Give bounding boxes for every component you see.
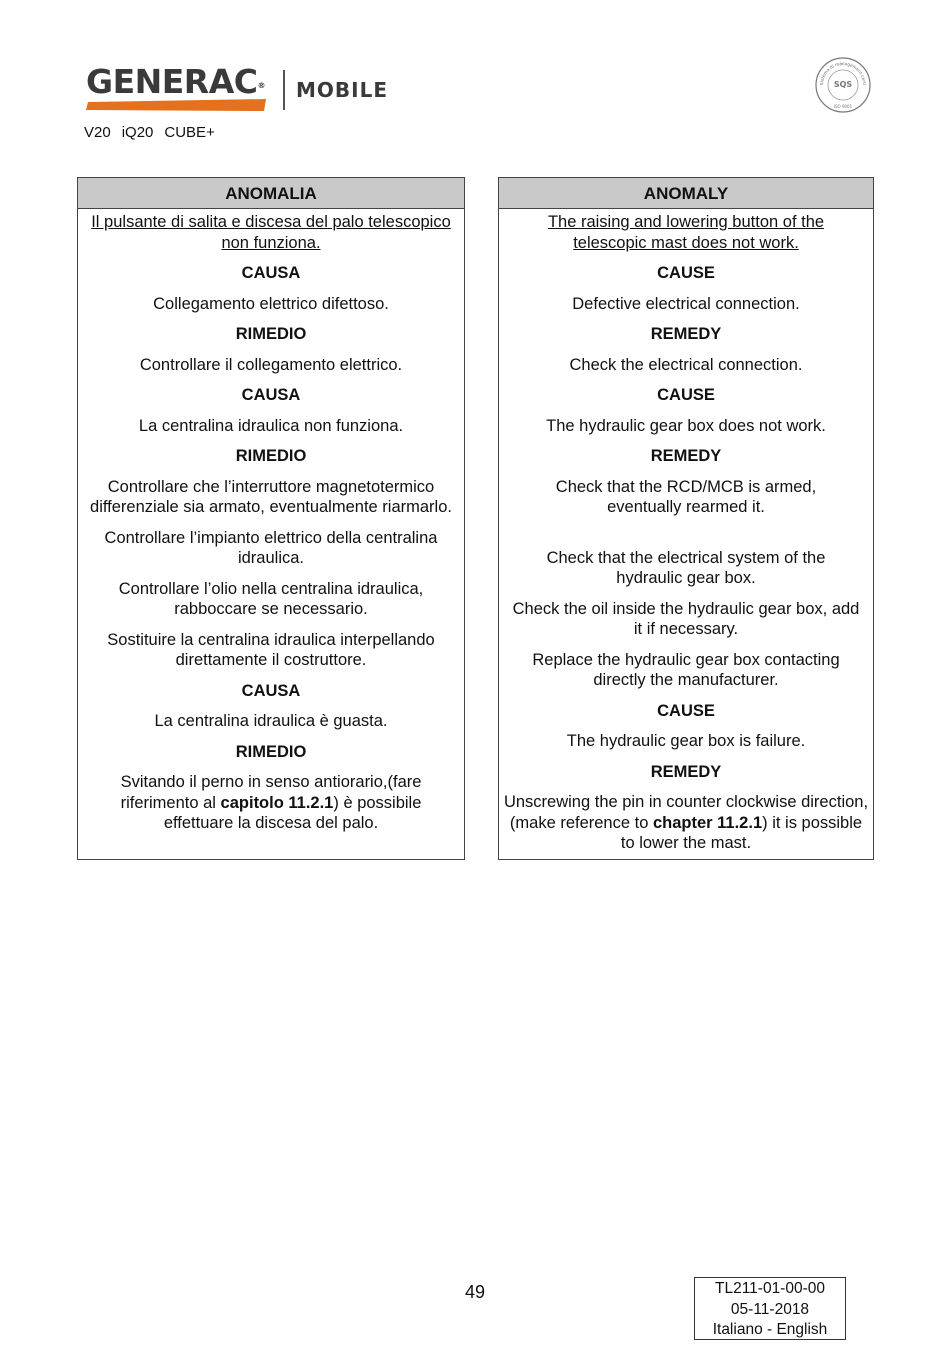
- division-label: MOBILE: [296, 78, 388, 102]
- brand-swoosh-icon: [86, 98, 268, 112]
- english-cause-heading: CAUSE: [657, 701, 715, 720]
- brand-name: GENERAC: [86, 62, 258, 101]
- english-remedy-2a: Check that the RCD/MCB is armed, eventually rearmed it.: [555, 477, 817, 516]
- model-iq20: iQ20: [121, 124, 154, 141]
- certification-seal-icon: [814, 56, 872, 114]
- english-remedy-heading: REMEDY: [650, 762, 722, 781]
- english-remedy-3-text-end: ) it is possible to lower the mast.: [620, 813, 863, 852]
- italian-remedy-3: [86, 772, 456, 834]
- english-cause-2: The hydraulic gear box does not work.: [546, 416, 826, 435]
- model-list: [84, 124, 226, 141]
- italian-problem: Il pulsante di salita e discesa del palo telescopico non funziona.: [91, 213, 451, 252]
- italian-remedy-heading: RIMEDIO: [235, 447, 307, 465]
- document-info-box: [694, 1277, 846, 1340]
- italian-cause-1: Collegamento elettrico difettoso.: [153, 294, 389, 313]
- english-remedy-3: [503, 792, 869, 854]
- italian-cause-heading: CAUSA: [241, 264, 301, 282]
- english-remedy-heading: REMEDY: [650, 447, 722, 465]
- italian-cause-2: La centralina idraulica non funziona.: [138, 416, 404, 435]
- english-remedy-2b: Check that the electrical system of the hydraulic gear box.: [546, 548, 826, 587]
- english-cause-heading: CAUSE: [657, 386, 715, 404]
- seal-center-text: SQS: [833, 80, 853, 89]
- english-troubleshooting-table: [498, 177, 874, 860]
- italian-remedy-2a: Controllare che l’interruttore magnetotermico differenziale sia armato, eventualmente riarmarlo.: [90, 477, 452, 516]
- english-table-header: ANOMALY: [499, 178, 873, 209]
- brand-registered-mark: ®: [257, 81, 265, 90]
- english-cause-3: The hydraulic gear box is failure.: [566, 732, 806, 750]
- seal-year-text: ISO 9001: [833, 104, 853, 109]
- english-remedy-1: Check the electrical connection.: [569, 355, 803, 374]
- document-code: TL211-01-00-00: [714, 1280, 825, 1297]
- italian-remedy-3-text: Svitando il perno in senso antiorario,(fare riferimento al: [120, 773, 422, 812]
- italian-table-body: [78, 209, 464, 834]
- english-table-body: [499, 209, 873, 854]
- model-v20: V20: [84, 124, 111, 141]
- english-remedy-3-text: Unscrewing the pin in counter clockwise direction, (make reference to: [503, 793, 869, 832]
- english-chapter-reference: chapter 11.2.1: [652, 813, 763, 832]
- logo-divider: [283, 70, 285, 110]
- italian-remedy-2d: Sostituire la centralina idraulica interpellando direttamente il costruttore.: [107, 630, 435, 669]
- italian-chapter-reference: capitolo 11.2.1: [220, 793, 334, 812]
- italian-remedy-1: Controllare il collegamento elettrico.: [139, 355, 403, 374]
- italian-table-header: ANOMALIA: [78, 178, 464, 209]
- italian-remedy-2c: Controllare l’olio nella centralina idraulica, rabboccare se necessario.: [118, 579, 424, 618]
- italian-cause-3: La centralina idraulica è guasta.: [154, 712, 388, 730]
- document-languages: Italiano - English: [712, 1321, 828, 1338]
- english-cause-1: Defective electrical connection.: [572, 294, 800, 313]
- italian-troubleshooting-table: [77, 177, 465, 860]
- italian-remedy-3-text-end: ) è possibile effettuare la discesa del palo.: [163, 793, 422, 832]
- english-remedy-2c: Check the oil inside the hydraulic gear box, add it if necessary.: [512, 599, 860, 638]
- italian-remedy-2b: Controllare l’impianto elettrico della centralina idraulica.: [104, 528, 438, 567]
- italian-cause-heading: CAUSA: [241, 386, 301, 404]
- brand-wordmark: [86, 64, 265, 100]
- italian-remedy-heading: RIMEDIO: [235, 742, 307, 761]
- document-date: 05-11-2018: [730, 1300, 810, 1318]
- page-number: 49: [465, 1282, 486, 1302]
- italian-remedy-heading: RIMEDIO: [235, 325, 307, 343]
- english-problem: The raising and lowering button of the telescopic mast does not work.: [547, 213, 825, 252]
- english-remedy-heading: REMEDY: [650, 325, 722, 343]
- generac-logo: [86, 64, 265, 100]
- english-remedy-2d: Replace the hydraulic gear box contacting directly the manufacturer.: [532, 650, 840, 689]
- seal-ring-text: Sistema di management certi: [818, 60, 868, 86]
- model-cube-plus: CUBE+: [164, 124, 215, 141]
- italian-cause-heading: CAUSA: [241, 681, 301, 700]
- english-cause-heading: CAUSE: [657, 264, 715, 282]
